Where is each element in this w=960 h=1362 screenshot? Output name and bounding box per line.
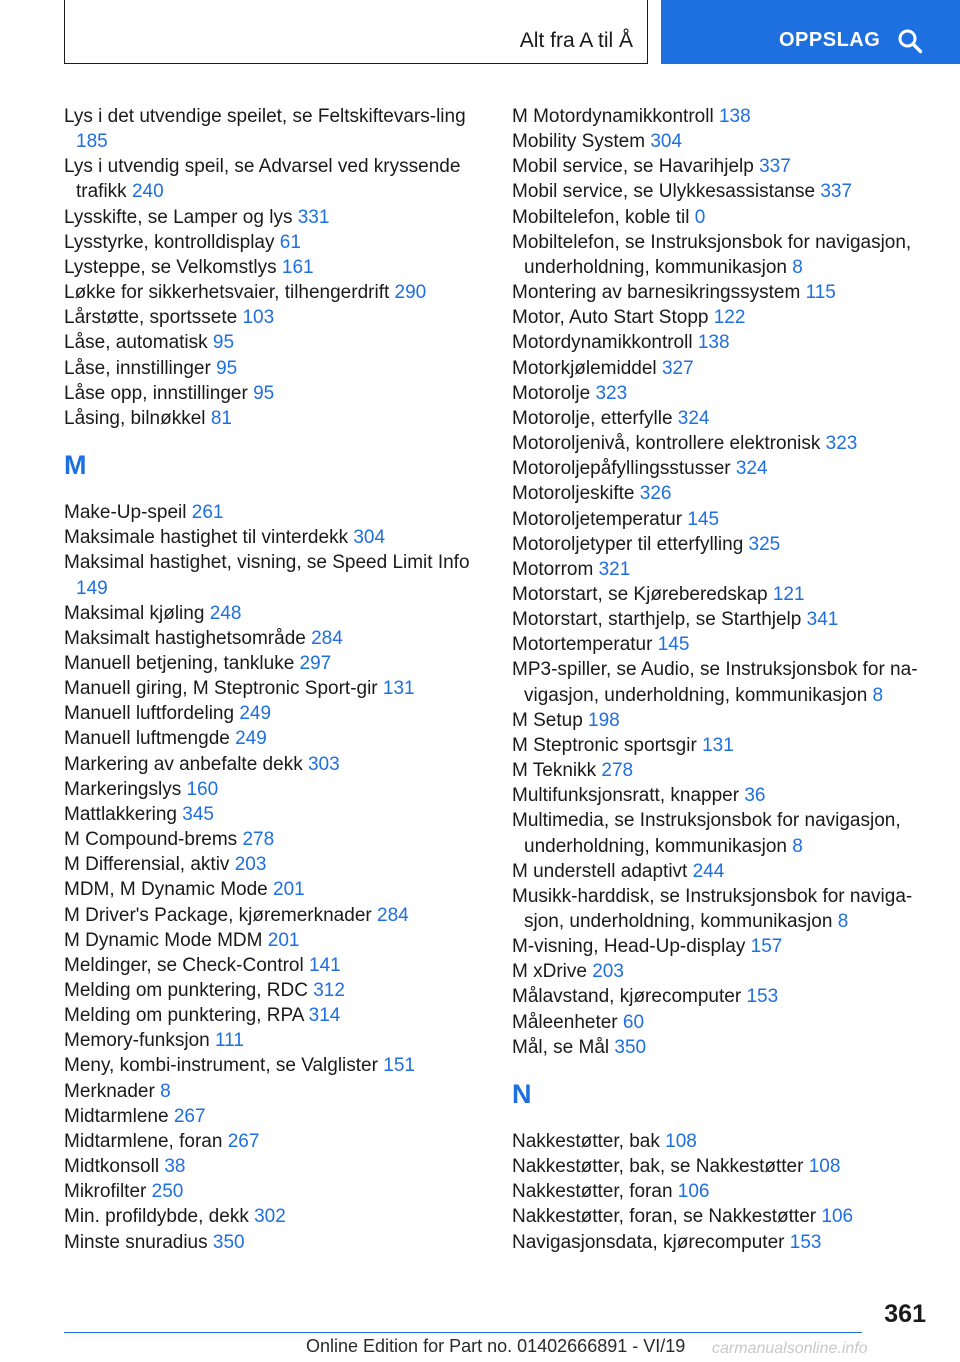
index-term: Markering av anbefalte dekk	[64, 753, 303, 775]
index-entry	[512, 984, 932, 1009]
index-term: Mobiltelefon, koble til	[512, 206, 690, 228]
index-term: Låse opp, innstillinger	[64, 382, 248, 404]
index-entry	[64, 280, 474, 305]
page-reference-link[interactable]: 103	[242, 307, 275, 329]
page-number: 361	[884, 1300, 926, 1328]
index-term: Motorkjølemiddel	[512, 357, 657, 379]
index-term: Lys i det utvendige speilet, se Feltskiftevars-ling	[64, 106, 466, 127]
page-reference-link[interactable]: 304	[353, 527, 386, 549]
index-term: M Teknikk	[512, 760, 597, 782]
page-reference-link[interactable]: 244	[692, 860, 725, 882]
index-term: M Steptronic sportsgir	[512, 734, 697, 756]
index-entry	[512, 884, 932, 934]
index-term: Løkke for sikkerhetsvaier, tilhengerdrift	[64, 282, 390, 304]
index-entry	[64, 928, 474, 953]
index-term: Motorstart, se Kjøreberedskap	[512, 583, 768, 605]
section-letter: M	[64, 450, 87, 481]
page-reference-link[interactable]: 250	[151, 1181, 184, 1203]
page-reference-link[interactable]: 106	[677, 1181, 710, 1203]
page-reference-link[interactable]: 131	[702, 734, 734, 756]
index-term: MDM, M Dynamic Mode	[64, 879, 268, 901]
index-term: Maksimalt hastighetsområde	[64, 627, 306, 649]
page-reference-link[interactable]: 121	[772, 583, 805, 605]
page-reference-link[interactable]: 325	[748, 533, 781, 555]
page-reference-link[interactable]: 312	[313, 980, 345, 1001]
index-entry	[512, 657, 932, 707]
page-reference-link[interactable]: 38	[164, 1156, 186, 1178]
page-reference-link[interactable]: 115	[805, 282, 836, 304]
index-entry	[64, 651, 474, 676]
page-reference-link[interactable]: 314	[308, 1005, 341, 1027]
page-reference-link[interactable]: 36	[744, 785, 766, 807]
page-reference-link[interactable]: 95	[253, 382, 275, 404]
index-entry	[64, 230, 474, 255]
index-term: Motoroljeskifte	[512, 483, 635, 505]
index-entry	[512, 1129, 932, 1154]
index-entry	[512, 783, 932, 808]
index-term: Manuell luftfordeling	[64, 703, 235, 725]
index-term: Manuell giring, M Steptronic Sport-gir	[64, 678, 378, 700]
header-title-box	[64, 0, 648, 64]
page-reference-link[interactable]: 326	[639, 483, 672, 505]
page-reference-link[interactable]: 122	[713, 307, 746, 329]
index-entry	[64, 978, 474, 1003]
index-entry	[512, 1230, 932, 1255]
index-entry	[64, 1204, 474, 1229]
index-entry	[64, 802, 474, 827]
header-section-tab[interactable]	[661, 0, 960, 64]
page-reference-link[interactable]: 267	[227, 1130, 260, 1152]
index-entry	[512, 607, 932, 632]
page-reference-link[interactable]: 278	[242, 829, 275, 851]
index-term: Melding om punktering, RDC	[64, 980, 308, 1001]
page-reference-link[interactable]: 240	[131, 181, 164, 203]
index-entry	[64, 953, 474, 978]
page-reference-link[interactable]: 81	[210, 407, 232, 429]
index-entry	[64, 255, 474, 280]
index-entry	[512, 1035, 932, 1060]
index-term: Make-Up-speil	[64, 502, 187, 524]
index-term: Midtarmlene	[64, 1105, 169, 1127]
index-term: Motorrom	[512, 558, 594, 580]
page-reference-link[interactable]: 201	[273, 879, 305, 901]
index-term: Lysstyrke, kontrolldisplay	[64, 231, 275, 253]
index-term: Lys i utvendig speil, se Advarsel ved kryssende trafikk	[64, 156, 461, 203]
index-term: Nakkestøtter, bak, se Nakkestøtter	[512, 1156, 804, 1178]
page-reference-link[interactable]: 161	[281, 256, 314, 278]
index-term: Multimedia, se Instruksjonsbok for navigasjon, underholdning, kommunikasjon	[512, 810, 901, 857]
page-reference-link[interactable]: 145	[657, 634, 690, 656]
index-term: M Differensial, aktiv	[64, 854, 230, 876]
index-entry	[512, 632, 932, 657]
page-reference-link[interactable]: 297	[299, 652, 332, 674]
page-reference-link[interactable]: 145	[687, 508, 720, 530]
page-reference-link[interactable]: 138	[697, 332, 730, 354]
index-entry	[512, 154, 932, 179]
page-reference-link[interactable]: 198	[588, 709, 620, 731]
index-term: Mikrofilter	[64, 1181, 147, 1203]
index-entry	[64, 726, 474, 751]
index-term: Mål, se Mål	[512, 1036, 610, 1058]
index-term: Midtkonsoll	[64, 1156, 160, 1178]
page-reference-link[interactable]: 106	[821, 1206, 854, 1228]
index-term: M-visning, Head-Up-display	[512, 936, 746, 958]
index-entry	[512, 456, 932, 481]
page-reference-link[interactable]: 203	[234, 854, 267, 876]
index-entry	[64, 330, 474, 355]
index-term: Meny, kombi-instrument, se Valglister	[64, 1055, 378, 1077]
index-entry	[512, 859, 932, 884]
index-entry	[512, 381, 932, 406]
page-reference-link[interactable]: 95	[212, 332, 235, 354]
index-column-left	[64, 104, 474, 1255]
page-reference-link[interactable]: 8	[792, 256, 803, 278]
index-term: Låse, automatisk	[64, 332, 208, 354]
page-reference-link[interactable]: 290	[394, 282, 427, 304]
index-entry	[64, 104, 474, 154]
index-entry	[512, 758, 932, 783]
index-term: MP3-spiller, se Audio, se Instruksjonsbok for na-vigasjon, underholdning, kommunikasjon	[512, 659, 918, 706]
index-term: M Dynamic Mode MDM	[64, 929, 263, 951]
index-entry	[64, 1230, 474, 1255]
page-reference-link[interactable]: 185	[76, 131, 108, 153]
page-reference-link[interactable]: 321	[598, 558, 631, 580]
index-entry	[512, 934, 932, 959]
index-entry	[64, 1053, 474, 1078]
index-entry	[64, 1129, 474, 1154]
index-entry	[64, 903, 474, 928]
index-term: Min. profildybde, dekk	[64, 1206, 249, 1228]
index-entry	[512, 305, 932, 330]
index-term: Målavstand, kjørecomputer	[512, 986, 742, 1008]
index-entry	[64, 626, 474, 651]
index-term: M xDrive	[512, 961, 587, 983]
index-entry	[64, 1028, 474, 1053]
index-entry	[512, 733, 932, 758]
index-term: Mattlakkering	[64, 803, 177, 825]
index-term: M understell adaptivt	[512, 860, 688, 882]
index-term: Maksimal kjøling	[64, 602, 205, 624]
index-entry	[64, 154, 474, 204]
index-term: M Compound-brems	[64, 829, 238, 851]
page-reference-link[interactable]: 249	[239, 703, 272, 725]
index-entry	[64, 525, 474, 550]
index-entry	[512, 205, 932, 230]
index-term: Manuell betjening, tankluke	[64, 652, 295, 674]
index-entry	[512, 330, 932, 355]
page-reference-link[interactable]: 304	[650, 131, 683, 153]
index-term: Motoroljepåfyllingsstusser	[512, 458, 731, 480]
page-reference-link[interactable]: 111	[215, 1030, 244, 1052]
index-term: Maksimal hastighet, visning, se Speed Limit Info	[64, 552, 470, 574]
index-entry	[64, 1179, 474, 1204]
index-entry	[64, 1079, 474, 1104]
index-term: Musikk-harddisk, se Instruksjonsbok for naviga-sjon, underholdning, kommunikasjon	[512, 885, 913, 932]
page-reference-link[interactable]: 153	[746, 986, 779, 1008]
index-entry	[512, 406, 932, 431]
search-icon[interactable]	[897, 28, 923, 54]
index-term: Nakkestøtter, bak	[512, 1130, 660, 1152]
index-term: Merknader	[64, 1080, 155, 1102]
page-reference-link[interactable]: 327	[661, 357, 694, 379]
index-entry	[64, 1154, 474, 1179]
index-entry	[512, 582, 932, 607]
page-reference-link[interactable]: 284	[311, 627, 343, 649]
page-reference-link[interactable]: 261	[191, 502, 224, 524]
footer-divider	[64, 1332, 862, 1333]
index-term: Mobil service, se Havarihjelp	[512, 156, 754, 178]
page-reference-link[interactable]: 141	[309, 954, 341, 976]
index-entry	[512, 481, 932, 506]
index-entry	[64, 701, 474, 726]
index-term: Lysteppe, se Velkomstlys	[64, 256, 277, 278]
index-term: Mobiltelefon, se Instruksjonsbok for navigasjon, underholdning, kommunikasjon	[512, 231, 912, 278]
index-entry	[512, 280, 932, 305]
page-reference-link[interactable]: 302	[254, 1206, 286, 1228]
page-reference-link[interactable]: 61	[279, 231, 301, 253]
index-entry	[512, 808, 932, 858]
page-reference-link[interactable]: 341	[806, 609, 839, 631]
page-reference-link[interactable]: 95	[216, 357, 238, 379]
header-section-label: OPPSLAG	[779, 29, 881, 51]
index-entry	[64, 877, 474, 902]
index-term: Mobil service, se Ulykkesassistanse	[512, 181, 816, 203]
page-reference-link[interactable]: 249	[235, 728, 267, 750]
index-entry	[512, 557, 932, 582]
page-reference-link[interactable]: 350	[212, 1231, 245, 1253]
index-entry	[512, 230, 932, 280]
page-reference-link[interactable]: 345	[182, 803, 214, 825]
page-reference-link[interactable]: 8	[792, 835, 803, 857]
page-reference-link[interactable]: 149	[76, 577, 108, 599]
index-term: Melding om punktering, RPA	[64, 1005, 304, 1027]
page-reference-link[interactable]: 160	[186, 778, 219, 800]
index-entry	[512, 1154, 932, 1179]
index-entry	[64, 1003, 474, 1028]
page-reference-link[interactable]: 337	[820, 181, 853, 203]
index-entry	[64, 827, 474, 852]
page-reference-link[interactable]: 323	[595, 382, 628, 404]
index-term: Motortemperatur	[512, 634, 653, 656]
page-reference-link[interactable]: 303	[307, 753, 340, 775]
index-term: Maksimale hastighet til vinterdekk	[64, 527, 349, 549]
page-reference-link[interactable]: 108	[808, 1156, 841, 1178]
section-letter: N	[512, 1078, 532, 1109]
index-term: Lysskifte, se Lamper og lys	[64, 206, 293, 228]
page-reference-link[interactable]: 138	[718, 106, 751, 127]
page-reference-link[interactable]: 278	[601, 760, 634, 782]
page-reference-link[interactable]: 350	[614, 1036, 647, 1058]
page-reference-link[interactable]: 267	[173, 1105, 206, 1127]
index-term: Motordynamikkontroll	[512, 332, 693, 354]
index-term: Minste snuradius	[64, 1231, 208, 1253]
index-entry	[64, 500, 474, 525]
page-reference-link[interactable]: 323	[825, 433, 858, 455]
index-entry	[64, 676, 474, 701]
page-reference-link[interactable]: 60	[622, 1011, 645, 1033]
index-entry	[64, 1104, 474, 1129]
page-reference-link[interactable]: 8	[872, 684, 884, 706]
page-reference-link[interactable]: 337	[759, 156, 791, 178]
index-term: Midtarmlene, foran	[64, 1130, 223, 1152]
index-term: Navigasjonsdata, kjørecomputer	[512, 1231, 785, 1253]
index-entry	[512, 959, 932, 984]
index-term: Motoroljetemperatur	[512, 508, 683, 530]
page-reference-link[interactable]: 153	[789, 1231, 822, 1253]
index-term: M Setup	[512, 709, 583, 731]
index-term: Meldinger, se Check-Control	[64, 954, 304, 976]
page-reference-link[interactable]: 157	[750, 936, 783, 958]
index-entry	[512, 356, 932, 381]
index-entry	[64, 406, 474, 431]
page-reference-link[interactable]: 0	[694, 206, 706, 228]
index-entry	[64, 305, 474, 330]
header-title: Alt fra A til Å	[519, 29, 633, 52]
page-reference-link[interactable]: 151	[383, 1055, 415, 1077]
page-reference-link[interactable]: 108	[665, 1130, 697, 1152]
index-entry	[64, 550, 474, 600]
index-term: Måleenheter	[512, 1011, 618, 1033]
page-reference-link[interactable]: 324	[735, 458, 768, 480]
index-term: Motoroljetyper til etterfylling	[512, 533, 744, 555]
index-entry	[64, 601, 474, 626]
index-entry	[512, 104, 932, 129]
index-term: Motorolje, etterfylle	[512, 407, 673, 429]
footer-edition-text: Online Edition for Part no. 01402666891 - VI/19	[306, 1336, 686, 1356]
index-term: Låsing, bilnøkkel	[64, 407, 206, 429]
index-term: Mobility System	[512, 131, 646, 153]
index-term: M Motordynamikkontroll	[512, 106, 714, 127]
index-term: M Driver's Package, kjøremerknader	[64, 904, 372, 926]
index-entry	[512, 431, 932, 456]
index-entry	[512, 1010, 932, 1035]
index-entry	[64, 381, 474, 406]
index-entry	[512, 532, 932, 557]
page-reference-link[interactable]: 201	[267, 929, 300, 951]
index-term: Lårstøtte, sportssete	[64, 307, 238, 329]
index-term: Låse, innstillinger	[64, 357, 211, 379]
index-entry	[512, 1204, 932, 1229]
index-term: Nakkestøtter, foran	[512, 1181, 673, 1203]
index-entry	[512, 708, 932, 733]
index-term: Motorstart, starthjelp, se Starthjelp	[512, 609, 802, 631]
page-reference-link[interactable]: 284	[377, 904, 409, 926]
page-reference-link[interactable]: 8	[160, 1080, 171, 1102]
index-term: Multifunksjonsratt, knapper	[512, 785, 740, 807]
page-reference-link[interactable]: 131	[382, 678, 415, 700]
index-term: Motor, Auto Start Stopp	[512, 307, 709, 329]
index-entry	[64, 777, 474, 802]
page-reference-link[interactable]: 331	[297, 206, 330, 228]
page-reference-link[interactable]: 8	[837, 911, 849, 932]
index-term: Motorolje	[512, 382, 591, 404]
index-entry	[512, 129, 932, 154]
index-column-right	[512, 104, 932, 1255]
index-term: Motoroljenivå, kontrollere elektronisk	[512, 433, 821, 455]
index-entry	[64, 852, 474, 877]
index-term: Memory-funksjon	[64, 1030, 210, 1052]
index-entry	[512, 1179, 932, 1204]
index-entry	[512, 507, 932, 532]
watermark: carmanualsonline.info	[712, 1340, 868, 1357]
page-reference-link[interactable]: 248	[209, 602, 242, 624]
page-reference-link[interactable]: 203	[592, 961, 624, 983]
index-term: Manuell luftmengde	[64, 728, 230, 750]
index-term: Nakkestøtter, foran, se Nakkestøtter	[512, 1206, 817, 1228]
index-entry	[64, 356, 474, 381]
index-term: Markeringslys	[64, 778, 182, 800]
index-entry	[512, 179, 932, 204]
index-entry	[64, 752, 474, 777]
index-entry	[64, 205, 474, 230]
index-term: Montering av barnesikringssystem	[512, 282, 801, 304]
page-reference-link[interactable]: 324	[677, 407, 710, 429]
